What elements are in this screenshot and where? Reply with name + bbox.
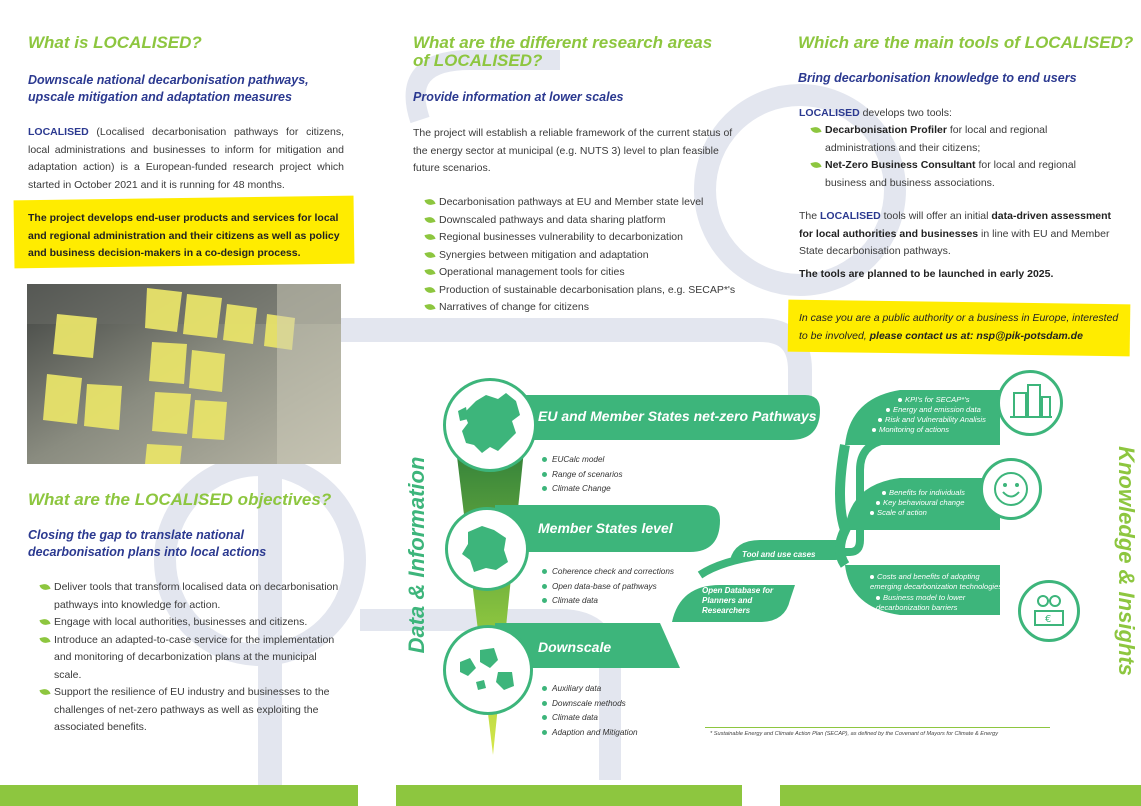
buildings-icon <box>1000 373 1060 433</box>
list-item: Decarbonisation pathways at EU and Member state level <box>425 194 755 212</box>
objectives-heading: What are the LOCALISED objectives? <box>28 490 332 509</box>
heading-line-2: of LOCALISED? <box>413 51 543 70</box>
list-item: Regional businesses vulnerability to decarbonization <box>425 229 755 247</box>
list-item: Deliver tools that transform localised data on decarbonisation pathways into knowledge for action. <box>40 579 342 614</box>
objectives-subheading: Closing the gap to translate national decarbonisation plans into local actions <box>28 528 267 559</box>
contact-text: In case you are a public authority or a business in Europe, interested to be involved, please contact us at: nsp@pik-potsdam.de <box>799 312 1119 342</box>
europe-map-icon <box>446 381 534 469</box>
footnote-divider <box>705 727 1050 728</box>
footer-bar-left <box>0 785 358 806</box>
list-item: Introduce an adapted-to-case service for the implementation and monitoring of decarbonization plans at the municipal scale. <box>40 632 342 685</box>
output-3-items <box>870 572 1010 613</box>
list-item: Net-Zero Business Consultant for local and regional business and business associations. <box>811 157 1111 192</box>
list-item: Range of scenarios <box>542 468 623 483</box>
list-item: Operational management tools for cities <box>425 264 755 282</box>
list-item: Downscale methods <box>542 697 638 712</box>
list-item: Energy and emission data <box>872 405 997 415</box>
what-is-heading: What is LOCALISED? <box>28 33 202 52</box>
europe-map-circle <box>443 378 537 472</box>
list-item: Support the resilience of EU industry and businesses to the challenges of net-zero pathways as well as exploiting the associated benefits. <box>40 684 342 737</box>
list-item: KPI's for SECAP*'s <box>872 395 997 405</box>
tools-description: The LOCALISED tools will offer an initial data-driven assessment for local authorities and businesses in line with EU and Member State decarbonisation pathways. <box>799 210 1112 257</box>
level-1-title: EU and Member States net-zero Pathways <box>538 408 817 424</box>
heading-line-1: What are the different research areas <box>413 33 713 52</box>
list-item: Benefits for individuals <box>870 488 985 498</box>
list-item: Climate Change <box>542 482 623 497</box>
list-item: EUCalc model <box>542 453 623 468</box>
svg-text:€: € <box>1045 614 1052 625</box>
business-circle <box>1018 580 1080 642</box>
what-is-subheading: Downscale national decarbonisation pathways, upscale mitigation and adaptation measures <box>28 73 309 104</box>
level-2-title: Member States level <box>538 520 673 536</box>
output-1-items <box>872 395 997 435</box>
project-name: LOCALISED <box>799 107 860 119</box>
list-item: Synergies between mitigation and adaptation <box>425 247 755 265</box>
project-name: LOCALISED <box>28 126 89 138</box>
list-item: Costs and benefits of adopting emerging decarbonization technologies <box>870 572 1003 591</box>
city-buildings-circle <box>997 370 1063 436</box>
france-map-icon <box>448 510 526 588</box>
highlight-text: The project develops end-user products and services for local and regional administration and their citizens as well as policy and business decision-makers in a co-design process. <box>28 212 340 259</box>
france-map-circle <box>445 507 529 591</box>
business-people-icon <box>1021 583 1077 639</box>
list-item: Production of sustainable decarbonisation plans, e.g. SECAP*'s <box>425 282 755 300</box>
list-item: Climate data <box>542 711 638 726</box>
list-item: Open data-base of pathways <box>542 580 674 595</box>
knowledge-insights-label: Knowledge & Insights <box>1114 446 1139 676</box>
open-database-label: Open Database for Planners and Researchers <box>702 586 774 615</box>
list-item: Business model to lower decarbonization barriers <box>876 593 966 612</box>
region-map-circle <box>443 625 533 715</box>
footnote: * Sustainable Energy and Climate Action Plan (SECAP), as defined by the Covenant of Mayors for Climate & Energy <box>710 731 999 737</box>
main-tools-heading: Which are the main tools of LOCALISED? <box>798 33 1134 52</box>
level-3-title: Downscale <box>538 639 612 655</box>
intro-text: (Localised decarbonisation pathways for citizens, local administrations and businesses to inform for mitigation and adaptation action) is a European-funded research project which started in October 2021 and it is running for 48 months. <box>28 126 344 191</box>
region-map-icon <box>446 628 530 712</box>
launch-text: The tools are planned to be launched in early 2025. <box>799 268 1054 280</box>
tools-intro-text: develops two tools: <box>859 107 952 119</box>
list-item: Coherence check and corrections <box>542 565 674 580</box>
list-item: Downscaled pathways and data sharing platform <box>425 212 755 230</box>
smiley-icon <box>983 461 1039 517</box>
list-item: Engage with local authorities, businesses and citizens. <box>40 614 342 632</box>
list-item: Decarbonisation Profiler for local and regional administrations and their citizens; <box>811 122 1111 157</box>
list-item: Risk and Vulnerability Analisis <box>872 415 997 425</box>
level-2-items <box>542 565 674 609</box>
main-tools-subheading: Bring decarbonisation knowledge to end users <box>798 71 1077 85</box>
level-3-items <box>542 682 638 740</box>
research-areas-subheading: Provide information at lower scales <box>413 90 624 104</box>
list-item: Scale of action <box>870 508 985 518</box>
list-item: Auxiliary data <box>542 682 638 697</box>
data-information-label: Data & Information <box>404 456 429 654</box>
tool-use-cases-label: Tool and use cases <box>742 550 816 559</box>
footer-bar-middle <box>396 785 742 806</box>
research-intro: The project will establish a reliable framework of the current status of the energy sector at municipal (e.g. NUTS 3) level to plan feasible future scenarios. <box>413 127 733 174</box>
list-item: Monitoring of actions <box>872 425 997 435</box>
contact-email-link[interactable]: please contact us at: nsp@pik-potsdam.de <box>869 329 1083 342</box>
smiley-circle <box>980 458 1042 520</box>
footer-bar-right <box>780 785 1141 806</box>
list-item: Climate data <box>542 594 674 609</box>
level-1-items <box>542 453 623 497</box>
list-item: Key behavioural change <box>870 498 985 508</box>
output-2-items <box>870 488 985 518</box>
list-item: Adaption and Mitigation <box>542 726 638 741</box>
list-item: Narratives of change for citizens <box>425 299 755 317</box>
